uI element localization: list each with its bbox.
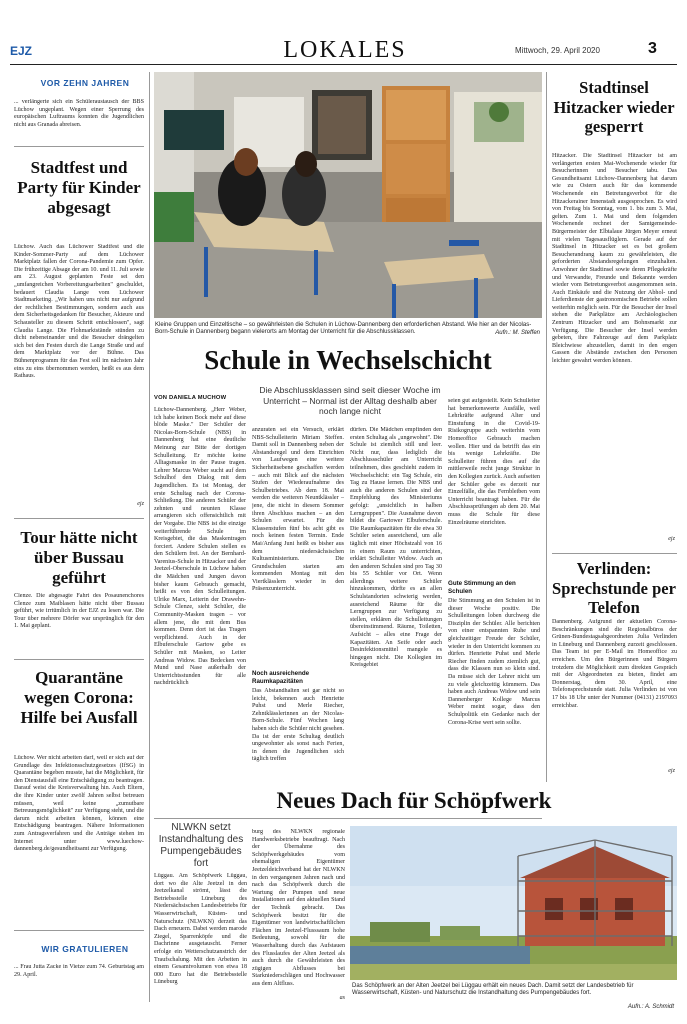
divider [552, 553, 677, 554]
main-article-col1: Lüchow-Dannenberg. „Herr Weber, ich habe keinen Bock mehr auf diese blöde Maske." Der Schüler der Nicolas-Born-Schule (NBS) in Dannenberg hat eine deutliche Meinung zur Bitte der dortigen Schulleitung. Er möchte keine Alltagsmaske in der Pause tragen. Lehrer Marcus Weber sucht auf dem Schulhof den Dialog mit dem Jugendlichen. Es ist Montag, der erste Schultag nach der Corona-Schließung. Die anderen Schüler der zehnten und neunten Klasse arrangieren sich offensichtlich mit der Vorgabe. Die NBS ist die einzige weiterführende Schule im Kreisgebiet, die das Maskentragen forciert. Andere Schulen stellen es den Schülern frei. An der Bernhard-Varenius-Schule in Hitzacker und der Jeetzel-Oberschule in Lüchow haben die Mädchen und Jungen davon bisher kaum Gebrauch gemacht, heißt es von den Schulleitungen. Ulrike Marx, Leiterin der Drawehn-Schule Clenze, sieht Schüler, die Community-Masken tragen – vor allem jene, die mit dem Bus kommen. Denn dort ist das Tragen verpflichtend. Auch in der Elbuferschule Gartow gebe es Schüler mit Masken, so Leiter Andreas Widow. Das Bedecken von Mund und Nase außerhalb der Unterrichtsstunden für alle nachdrücklich [154, 407, 246, 687]
main-article-col4a: seien gut aufgestellt. Kein Schulleiter hat bemerkenswerte Ausfälle, weil Lehrkräfte aufgrund Alter und Einstufung in die Covid-19-Risikogruppe auch weiterhin vom Homeoffice Gebrauch machen wollen. Hier und da betrifft das ein bis wenige Lehrkräfte. Die Schulleiter führen dies auf die mittlerweile recht junge Struktur in den Kollegien zurück. Auch aufseiten der Schüler gebe es derzeit nur Einzelfälle, die das Fernbleiben vom Unterricht beantragt haben. Für die Abschlussprüfungen ab dem 20. Mai muss die Schule für diese Einzelräume einrichten. [448, 398, 540, 526]
quarantaene-headline: Quarantäne wegen Corona: Hilfe bei Ausfall [20, 668, 138, 727]
page-number: 3 [648, 40, 657, 57]
verlinden-headline: Verlinden: Sprechstunde per Telefon [552, 559, 676, 617]
bottom-article-col2: burg des NLWKN regionale Handwerksbetriebe beauftragt. Nach der Übernahme des Schöpfwerkgebäudes vom ehemaligen Eigentümer Jeetzeldeichverband hat der NLWKN in den vergangenen Jahren nach und nach das Schöpfwerk durch die Wartung der Pumpen und neue Installationen auf den aktuellen Stand der Technik gebracht. Das Schöpfwerk besitzt für die Eigentümer von landwirtschaftlichen Flächen im Jeetzel-Flusssaum hohe Bedeutung, sowohl für die Wasserhaltung durch das Aufstauen des Flusslaufes der Alten Jeetzel als auch durch die Gewährleisten des zügigen Abflusses bei Starkniederschlägen und Hochwasser aus dem Altfluss. [252, 829, 345, 987]
bussau-text: Clenze. Die abgesagte Fahrt des Posaunenchores Clenze zum Maiblasen hätte nicht über Bussau geführt, wie irrtümlich in der EJZ zu lesen war. Die Tour über mehrere Dörfer war ursprünglich für den 1. Mai geplant. [14, 593, 144, 630]
verlinden-text: Dannenberg. Aufgrund der aktuellen Corona-Beschränkungen sind die Regionalbüros der Grünen-Bundestagsabgeordneten Julia Verlinden in Lüneburg und Dannenberg zurzeit geschlossen. Das Team ist per E-Mail im Homeoffice zu erreichen. Um den Bürgerinnen und Bürgern trotzdem die Möglichkeit zum direkten Gespräch mit der Abgeordneten zu bieten, findet am Donnerstag, dem 30. April, eine Telefonsprechstunde statt. Julia Verlinden ist von 17 bis 18 Uhr unter der Nummer (04131) 2197093 erreichbar. [552, 619, 677, 709]
main-byline: VON DANIELA MUCHOW [154, 395, 227, 401]
divider [14, 518, 144, 519]
classroom-photo-credit: Aufn.: M. Steffen [495, 330, 540, 336]
vor-zehn-jahren-kicker: VOR ZEHN JAHREN [40, 78, 130, 88]
bottom-headline: Neues Dach für Schöpfwerk [154, 788, 674, 814]
classroom-photo [154, 72, 542, 318]
main-article-col2b: Das Abstandhalten sei gar nicht so leicht, bekennen auch Henriette Puhst und Merle Riecher, Zehntklässlerinnen an der Nicolas-Born-Schule. Fünf Wochen lang haben sich die Schüler nicht gesehen. Da ist der erste Schultag deutlich ungewohnter als sonst nach Ferien, in denen die Jugendlichen sich täglich treffen [252, 688, 344, 763]
main-article-col2-subhead: Noch ausreichende Raumkapazitäten [252, 670, 310, 685]
gratulieren-kicker: WIR GRATULIEREN [41, 944, 129, 954]
divider [154, 818, 542, 819]
stadtfest-headline: Stadtfest und Party für Kinder abgesagt [17, 158, 141, 217]
bottom-subheadline: NLWKN setzt Instandhaltung des Pumpengebäudes fort [158, 822, 244, 869]
main-article-col3: dürfen. Die Mädchen empfinden den ersten Schultag als „ungewohnt". Die Schule ist ziemlich still und leer. Nicht nur, dass lediglich die Abschlussschüler am Unterricht teilnehmen, dies geschieht zudem in Wechselschicht: ein Tag Schule, ein Tag zu Hause lernen. Die NBS und auch die anderen Schulen sind der Empfehlung des Ministeriums gefolgt: „unsichtlich in halben Lerngruppen". Die Ausnahme davon bildet die Gartower Elbuferschule. Die Raumkapazitäten für die etwa 30 Schüler seien ausreichend, um alle täglich mit einer Höchstzahl von 16 in einem Raum zu unterrichten, erklärt Schulleiter Widow. Auch an den anderen Schulen sind pro Tag 30 bis 55 Schüler vor Ort. Wenn allerdings weitere Schüler hinzukommen, dürfte es an allen Schulstandorten schwierig werden, ausreichend Räume für die Lerngruppen zur Verfügung zu stellen, erklären die Schulleitungen übereinstimmend. Räume, Toiletten, Aufsicht – alles eine Frage der Kapazitäten. An Seife oder auch Desinfektionsmittel mangele es hingegen nicht. Die Kollegien im Kreisgebiet [350, 427, 442, 669]
section-title: LOKALES [283, 37, 407, 63]
pumping-station-photo [350, 826, 677, 980]
divider [14, 659, 144, 660]
header-rule [10, 64, 677, 65]
pumping-station-photo-caption: Das Schöpfwerk an der Alten Jeetzel bei Lüggau erhält ein neues Dach. Damit setzt der Landesbetrieb für Wasserwirtschaft, Küsten- und Naturschutz die Instandhaltung des Pumpengebäudes fort. [352, 983, 634, 997]
hitzacker-signature: ejz [668, 536, 675, 542]
bottom-article-col1: Lüggau. Am Schöpfwerk Lüggau, dort wo die Alte Jeetzel in den Jeetzelkanal strömt, lässt die Betriebsstelle Lüneburg des Niedersächsischen Landesbetriebs für Wasserwirtschaft, Küsten- und Naturschutz (NLWKN) derzeit das Dach erneuern. Dabei werden marode Ziegel, Sparrenköpfe und die Dachrinne ausgetauscht. Ferner erfolge ein Wetterschutzanstrich der Traufschalung. Mit den Arbeiten in einem Gesamtvolumen von etwa 18 000 Euro hat die Betriebsstelle Lüneburg [154, 873, 247, 986]
stadtfest-text: Lüchow. Auch das Lüchower Stadtfest und die Kinder-Sommer-Party auf dem Lüchower Marktplatz fallen der Corona-Pandemie zum Opfer. Die frühzeitige Absage der am 10. und 11. Juli sowie am 23. August geplanten Feste sei den „umfangreichen Vorbereitungsarbeiten" geschuldet, bedauert Claudia Lange vom Lüchower Stadtmarketing. „Wir haben uns nicht nur aufgrund der rechtlichen Bestimmungen, sondern auch aus dem Sicherheitsgedanken für Besucher, Akteure und Schausteller zu diesem Schritt entschlossen", sagt Claudia Lange. Die Flohmarktstände stünden zu dicht nebeneinander und die Besucher drängelten sich bei den Festen durch die Lange Straße und auf dem Marktplatz vor der Bühne. Das Bühnenprogramm für das Fest soll im nächsten Jahr eins zu eins übernommen werden, heißt es aus dem Rathaus. [14, 244, 144, 380]
verlinden-signature: ejz [668, 768, 675, 774]
hitzacker-headline: Stadtinsel Hitzacker wieder gesperrt [553, 78, 675, 136]
classroom-photo-caption: Kleine Gruppen und Einzeltische – so gewährleisten die Schulen in Lüchow-Dannenberg den erforderlichen Abstand. Wie hier an der Nicolas-Born-Schule in Dannenberg begann vielerorts am Montag der Unterricht für die Abschlussklassen. [155, 322, 532, 336]
hitzacker-text: Hitzacker. Die Stadtinsel Hitzacker ist am verlängerten ersten Mai-Wochenende wieder für Besucherinnen und Besucher tabu. Das Gesundheitsamt Lüchow-Dannenberg hat darum wie zu Ostern auch für das kommende Wochenende ein Betretungsverbot für die Hitzackerainer Innenstadt ausgesprochen. Es wird von Freitag bis Sonntag, vom 1. bis zum 3. Mai, gelten. Zum 1. Mai und dem folgenden Wochenende rechnet der Samtgemeinde-Bürgermeister der Elbtalaue Jürgen Meyer erneut mit vielen Tagesausflüglern. Gerade auf der Stadtinsel in Hitzacker sei es bei großem Besucherandrang kaum zu gewährleisten, die geforderten Abstandsregelungen einzuhalten. Anwohner der Stadtinsel sowie deren Pflegekräfte und Verwandte, Freunde und Bekannte werden wieder vom Betretungsverbot ausgenommen sein. Auch Einkäufe und die Nutzung der Abhol- und Lieferdienste der gastronomischen Betriebe sollen weiterhin möglich sein. Für die Besucher der Insel stehen die Parkplätze am Archäologischen Zentrum Hitzacker und am Bohnsmarkt zur Verfügung. Die Besucher der Insel werden gebeten, ihre Fahrzeuge auf dem Parkplatz Bleichwiese abzustellen, damit in den engen Gassen die Abstände zwischen den Personen leichter gewahrt werden können. [552, 153, 677, 365]
main-article-col2a: anzuraten sei ein Versuch, erklärt NBS-Schulleiterin Miriam Steffen. Damit soll in Dannenberg neben der Abstandsregel und dem Einrichten von Laufwegen eine weitere Sicherheitsebene geschaffen werden – auch mit Blick auf die nächsten Stufen der Wiederaufnahme des Schulbetriebes. Ab dem 18. Mai werden die weiteren Neuntklässler – jene, die nicht in diesem Sommer ihren Abschluss machen – an den Schulen erwartet. Für die Klassenstufen fünf bis acht gibt es noch keinen festen Termin. Ende Mai/Anfang Juni heißt es bisher aus dem niedersächsischen Kultusministerium. Die Grundschulen starten am kommenden Montag mit den Viertklässlern wieder in den Präsenzunterricht. [252, 427, 344, 593]
column-divider [149, 72, 150, 1002]
quarantaene-text: Lüchow. Wer nicht arbeiten darf, weil er sich auf der Grundlage des Infektionsschutzgesetzes (IfSG) in Quarantäne begeben musste, hat die Möglichkeit, für den Dienstausfall eine Entschädigung zu beantragen. Darauf weist die Kreisverwaltung hin. Auch Eltern, die ihre Kinder unter zwölf Jahren selbst betreuen müssen, weil keine „zumutbare Betreuungsmöglichkeit" zur Verfügung steht, und die darum nicht arbeiten können, können eine Entschädigung beantragen. Nähere Informationen zum Antragsverfahren und die Anträge stehen im Internet unter www.luechow-dannenberg.de/gesundheitsamt zur Verfügung. [14, 755, 144, 853]
bottom-article-signature: as [339, 995, 345, 1001]
vor-zehn-jahren-text: ... verlängerte sich ein Schüleraustausch der BBS Lüchow ungeplant. Wegen einer Sperrung des europäischen Luftraums konnten die Jugendlichen nicht aus Granada abreisen. [14, 99, 144, 128]
main-subheadline: Die Abschlussklassen sind seit dieser Woche im Unterricht – Normal ist der Alltag deshalb aber noch lange nicht [259, 385, 441, 416]
pumping-station-photo-credit: Aufn.: A. Schmidt [627, 1004, 674, 1010]
column-divider [546, 72, 547, 782]
main-article-col4-subhead: Gute Stimmung an den Schulen [448, 580, 516, 595]
stadtfest-signature: ejz [137, 501, 144, 507]
main-article-col4b: Die Stimmung an den Schulen ist in dieser Woche positiv. Die Schulleitungen loben durchweg die Disziplin der Schüler. Alle berichten von einer entspannten Ruhe und gleichzeitiger Freude der Schüler, wieder in den Unterricht kommen zu dürfen. Henriette Puhst und Merle Riecher finden zudem ziemlich gut, dass die Klassen nun so klein sind. Da müsse sich der Lehrer nicht um zu viele gleichzeitig kümmern. Das haben auch Andreas Widow und sein Dannenberger Kollege Marcus Weber meint sogar, dass den Schulpolitik ein Gedanke nach der Corona-Krise wert sein sollte. [448, 598, 540, 726]
header-date: Mittwoch, 29. April 2020 [515, 46, 600, 55]
bussau-headline: Tour hätte nicht über Bussau geführt [20, 528, 138, 587]
divider [14, 930, 144, 931]
divider [14, 146, 144, 147]
gratulieren-text: ... Frau Jutta Zacke in Vietze zum 74. Geburtstag am 29. April. [14, 964, 144, 978]
header-logo: EJZ [10, 44, 33, 58]
main-headline: Schule in Wechselschicht [204, 345, 492, 375]
